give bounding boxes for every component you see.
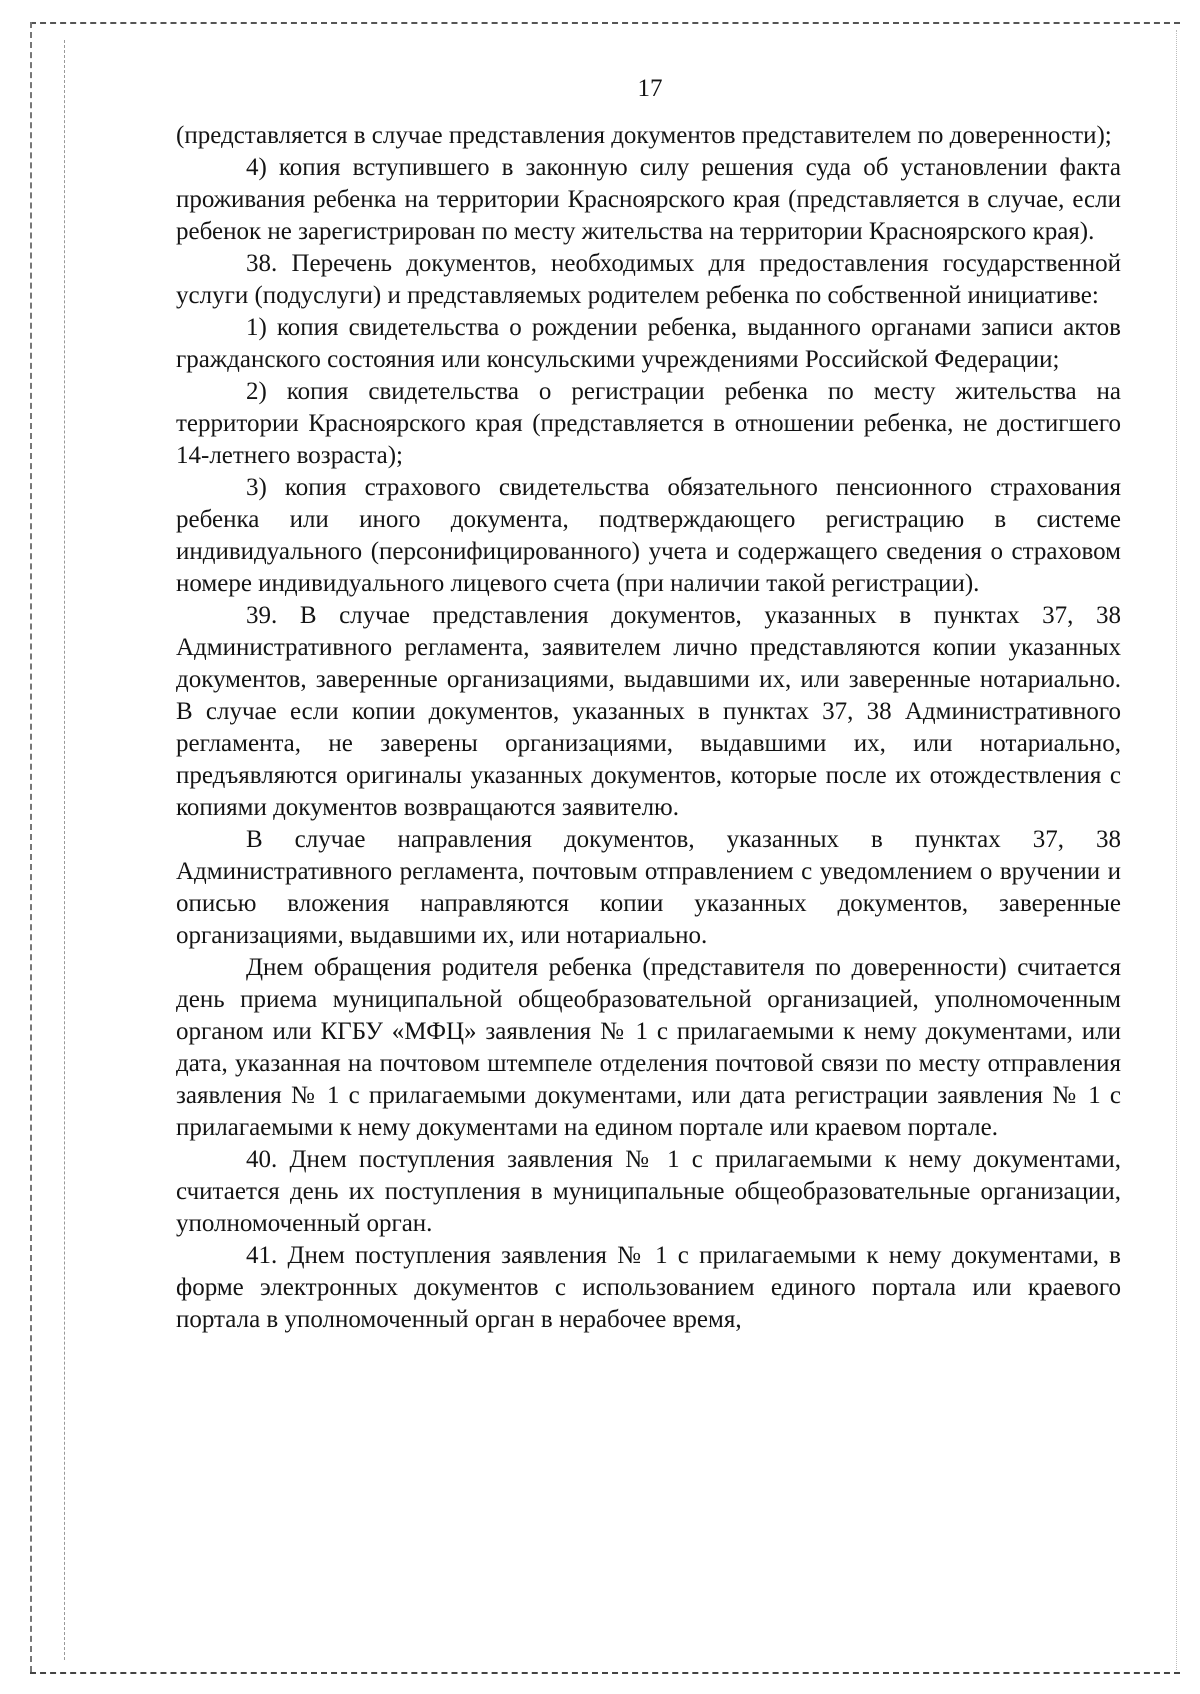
scan-border-left-inner [64,40,65,1660]
paragraph-38-item-2: 2) копия свидетельства о регистрации ребенка по месту жительства на территории Красноярского края (представляется в отношении ребенка, не достигшего 14-летнего возраста); [176,378,1121,469]
paragraph-item-4: 4) копия вступившего в законную силу решения суда об установлении факта проживания ребенка на территории Красноярского края (представляется в случае, если ребенок не зарегистрирован по месту жительства на территории Красноярского края). [176,154,1121,245]
paragraph-38: 38. Перечень документов, необходимых для предоставления государственной услуги (подуслуги) и представляемых родителем ребенка по собственной инициативе: [176,250,1121,309]
paragraph-39-mail: В случае направления документов, указанных в пунктах 37, 38 Административного регламента, почтовым отправлением с уведомлением о вручении и описью вложения направляются копии указанных документов, заверенные организациями, выдавшими их, или нотариально. [176,826,1121,949]
scan-border-top [30,22,1180,24]
scan-border-right [1176,30,1177,1670]
scan-border-bottom [30,1672,1180,1674]
paragraph-continuation: (представляется в случае представления документов представителем по доверенности); [176,122,1112,149]
page-number: 17 [637,75,663,102]
paragraph-39-date: Днем обращения родителя ребенка (представителя по доверенности) считается день приема муниципальной общеобразовательной организацией, уполномоченным органом или КГБУ «МФЦ» заявления № 1 с прилагаемыми к нему документами, или дата, указанная на почтовом штемпеле отделения почтовой связи по месту отправления заявления № 1 с прилагаемыми документами, или дата регистрации заявления № 1 с прилагаемыми к нему документами на едином портале или краевом портале. [176,954,1121,1141]
paragraph-41: 41. Днем поступления заявления № 1 с прилагаемыми к нему документами, в форме электронных документов с использованием единого портала или краевого портала в уполномоченный орган в нерабочее время, [176,1242,1121,1333]
paragraph-38-item-3: 3) копия страхового свидетельства обязательного пенсионного страхования ребенка или иного документа, подтверждающего регистрацию в системе индивидуального (персонифицированного) учета и содержащего сведения о страховом номере индивидуального лицевого счета (при наличии такой регистрации). [176,474,1121,597]
scan-border-left [30,22,32,1672]
document-body [176,120,1121,1336]
paragraph-38-item-1: 1) копия свидетельства о рождении ребенка, выданного органами записи актов гражданского состояния или консульскими учреждениями Российской Федерации; [176,314,1121,373]
paragraph-40: 40. Днем поступления заявления № 1 с прилагаемыми к нему документами, считается день их поступления в муниципальные общеобразовательные организации, уполномоченный орган. [176,1146,1121,1237]
paragraph-39: 39. В случае представления документов, указанных в пунктах 37, 38 Административного регламента, заявителем лично представляются копии указанных документов, заверенные организациями, выдавшими их, или заверенные нотариально. В случае если копии документов, указанных в пунктах 37, 38 Административного регламента, не заверены организациями, выдавшими их, или нотариально, предъявляются оригиналы указанных документов, которые после их отождествления с копиями документов возвращаются заявителю. [176,602,1121,821]
